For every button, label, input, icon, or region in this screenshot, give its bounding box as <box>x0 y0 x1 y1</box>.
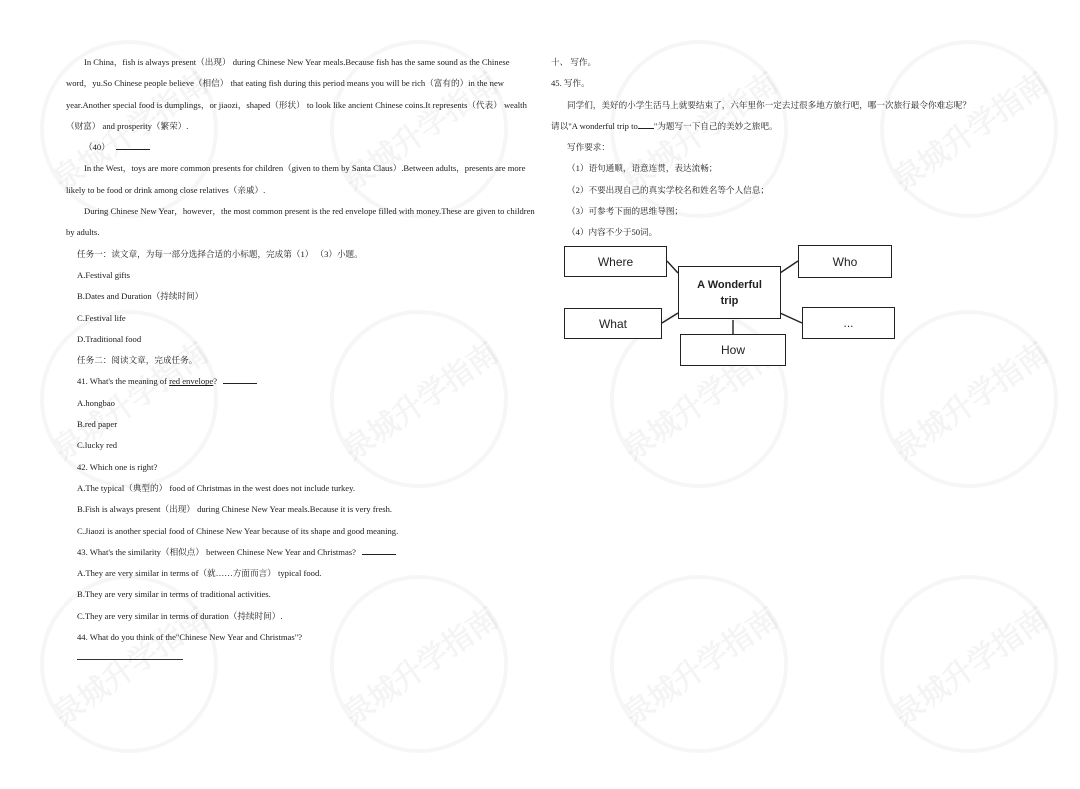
question-42-option: B.Fish is always present（出现） during Chinese New Year meals.Because it is very fresh. <box>77 504 393 515</box>
question-43-option: C.They are very similar in terms of duration（持续时间）. <box>77 610 283 621</box>
task-1-option: D.Traditional food <box>77 333 142 344</box>
answer-blank[interactable] <box>223 374 257 384</box>
question-42-option: A.The typical（典型的） food of Christmas in the west does not include turkey. <box>77 482 355 493</box>
prompt-text: 请以"A wonderful trip to <box>551 120 638 131</box>
question-41-option: C.lucky red <box>77 440 118 451</box>
requirement-item: （4）内容不少于50词。 <box>567 227 658 238</box>
question-41-option: B.red paper <box>77 419 118 430</box>
left-column <box>66 52 536 660</box>
requirements-title: 写作要求： <box>567 142 610 153</box>
question-43 <box>66 542 536 563</box>
task-2-instruction: 任务二：阅读文章，完成任务。 <box>77 355 198 366</box>
question-45: 45. 写作。 <box>551 78 590 89</box>
mind-map-box-what: What <box>564 308 662 339</box>
question-43-text: 43. What's the similarity（相似点） between Chinese New Year and Christmas? <box>77 546 356 557</box>
task-1-option: C.Festival life <box>77 312 126 323</box>
requirement-item: （1）语句通顺，语意连贯，表达流畅； <box>567 163 718 174</box>
underlined-term: red envelope <box>169 376 214 387</box>
center-label-line: trip <box>720 294 739 307</box>
connector-line <box>780 261 798 273</box>
watermark <box>845 540 1080 788</box>
title-blank[interactable] <box>638 120 654 129</box>
question-41-mark: ? <box>213 376 218 387</box>
mind-map-box-where: Where <box>564 246 667 277</box>
prompt-text: "为题写一下自己的美妙之旅吧。 <box>653 120 778 131</box>
question-42-option: C.Jiaozi is another special food of Chinese New Year because of its shape and good meaning. <box>77 525 399 536</box>
connector-line <box>780 313 802 323</box>
watermark <box>575 540 823 788</box>
center-label-line: A Wonderful <box>697 278 762 291</box>
answer-blank[interactable] <box>116 140 150 150</box>
question-43-option: A.They are very similar in terms of（就……方面而言） typical food. <box>77 568 322 579</box>
mind-map <box>562 243 902 368</box>
passage-paragraph-1: In China，fish is always present（出现） during Chinese New Year meals.Because fish has the same sound as the Chinese word，yu.So Chinese people believe（相信） that eating fish during this period means you will be rich（富有的）in the new year.Another special food is dumplings，or jiaozi，shaped（形状） to look like ancient Chinese coins.It represents（代表） wealth（财富） and prosperity（繁荣）. <box>66 57 527 131</box>
question-43-option: B.They are very similar in terms of traditional activities. <box>77 589 271 600</box>
passage-paragraph-3: During Chinese New Year，however，the most common present is the red envelope filled with money.These are given to children by adults. <box>66 206 535 238</box>
writing-prompt: 同学们，美好的小学生活马上就要结束了，六年里你一定去过很多地方旅行吧，哪一次旅行最令你难忘呢？ <box>567 99 971 110</box>
question-40-label: （40） <box>84 142 110 153</box>
requirement-item: （3）可参考下面的思维导图； <box>567 206 684 217</box>
question-41 <box>66 371 536 392</box>
question-44: 44. What do you think of the"Chinese New Year and Christmas"? <box>77 632 303 643</box>
question-42: 42. Which one is right? <box>77 461 158 472</box>
connector-line <box>667 261 678 273</box>
requirement-item: （2）不要出现自己的真实学校名和姓名等个人信息； <box>567 184 769 195</box>
mind-map-center-box <box>678 266 781 319</box>
answer-blank[interactable] <box>362 545 396 555</box>
mind-map-box-who: Who <box>798 245 892 278</box>
task-1-instruction: 任务一：读文章，为每一部分选择合适的小标题，完成第（1） （3）小题。 <box>77 248 363 259</box>
right-column <box>551 52 1021 244</box>
mind-map-box-more: ... <box>802 307 895 339</box>
task-1-option: B.Dates and Duration（持续时间） <box>77 291 204 302</box>
writing-title-instruction <box>551 116 1021 137</box>
question-41-option: A.hongbao <box>77 397 115 408</box>
section-heading: 十、 写作。 <box>551 57 597 67</box>
task-1-option: A.Festival gifts <box>77 269 130 280</box>
question-40 <box>66 137 536 158</box>
answer-line[interactable] <box>77 648 183 660</box>
connector-line <box>662 313 678 323</box>
question-41-text: 41. What's the meaning of <box>77 376 170 387</box>
mind-map-box-how: How <box>680 334 786 366</box>
passage-paragraph-2: In the West，toys are more common presents for children（given to them by Santa Claus）.Between adults，presents are more likely to be food or drink among close relatives（亲戚）. <box>66 163 526 195</box>
